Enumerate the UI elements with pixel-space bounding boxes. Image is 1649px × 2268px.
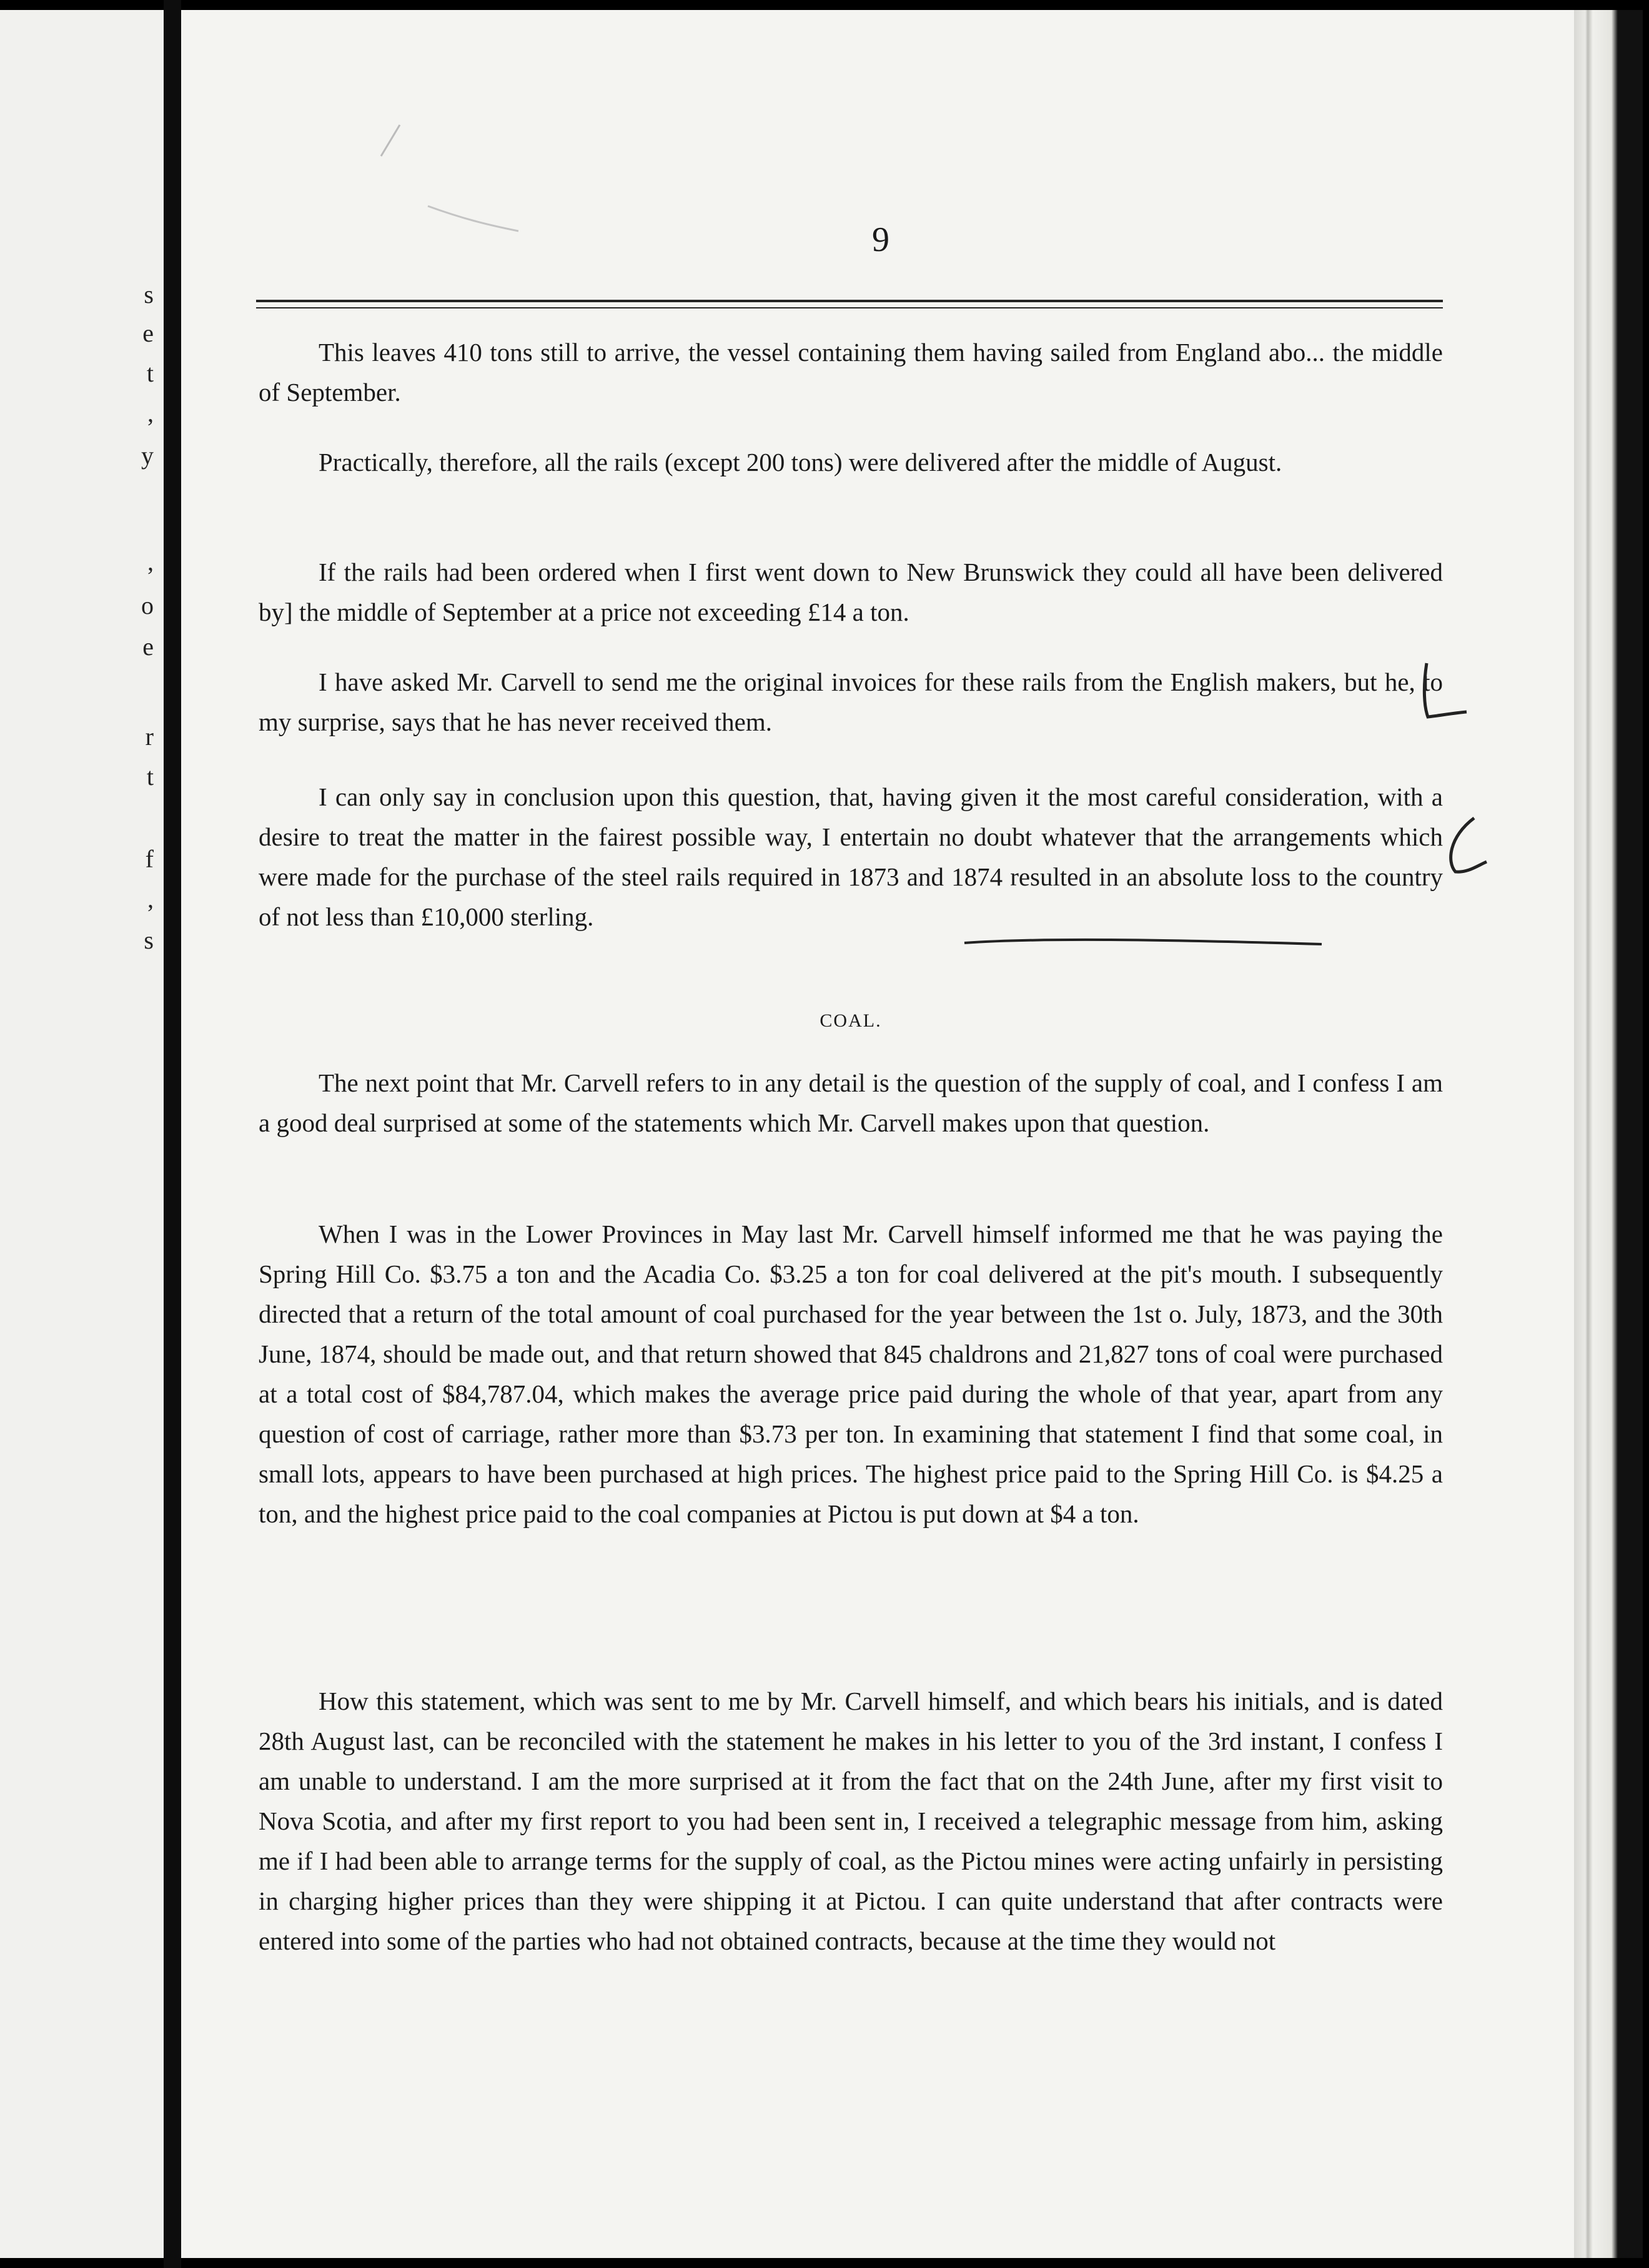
facing-page-fragment: r (145, 722, 154, 751)
book-gutter (164, 0, 181, 2268)
paragraph: Practically, therefore, all the rails (except 200 tons) were delivered after the middle of August. (319, 448, 1282, 476)
facing-page-fragment: s (144, 280, 154, 308)
paper-scratch (375, 119, 450, 162)
page-number: 9 (872, 220, 889, 259)
header-rule-thin (256, 307, 1443, 308)
paragraph: I can only say in conclusion upon this question, that, having given it the most careful consideration, with a desire to treat the matter in the fairest possible way, I entertain no doubt whatever that the arrangements which were made for the purchase of the steel rails required in 1873 and 1874 resulted in an absolute loss to the country of not less than £10,000 sterling. (259, 782, 1443, 931)
page-edge (1574, 10, 1643, 2258)
facing-page-fragment: , (147, 885, 154, 913)
facing-page-fragment: , (147, 548, 154, 576)
facing-page-fragment: t (146, 359, 154, 387)
facing-page-sliver (0, 10, 164, 2258)
paragraph: If the rails had been ordered when I first went down to New Brunswick they could all have been delivered by] the middle of September at a price not exceeding £14 a ton. (259, 558, 1443, 626)
facing-page-fragment: y (141, 441, 154, 470)
handwritten-underline (962, 934, 1324, 950)
facing-page-fragment: e (142, 319, 154, 347)
margin-check-mark (1417, 657, 1473, 726)
facing-page-fragment: s (144, 926, 154, 954)
facing-page-fragment: e (142, 633, 154, 661)
document-page (181, 10, 1574, 2258)
paragraph: I have asked Mr. Carvell to send me the original invoices for these rails from the English makers, but he, to my surprise, says that he has never received them. (259, 668, 1443, 736)
facing-page-fragment: , (147, 399, 154, 427)
facing-page-fragment: o (141, 591, 154, 619)
margin-check-mark (1437, 812, 1493, 880)
paragraph: The next point that Mr. Carvell refers to in any detail is the question of the supply of coal, and I confess I am a good deal surprised at some of the statements which Mr. Carvell makes upon that question. (259, 1068, 1443, 1137)
paper-scratch (425, 200, 525, 237)
paragraph: This leaves 410 tons still to arrive, the vessel containing them having sailed from England abo... the middle of September. (259, 338, 1443, 407)
paragraph: When I was in the Lower Provinces in May last Mr. Carvell himself informed me that he was paying the Spring Hill Co. $3.75 a ton and the Acadia Co. $3.25 a ton for coal delivered at the pit's mouth. I subsequently directed that a return of the total amount of coal purchased for the year between the 1st o. July, 1873, and the 30th June, 1874, should be made out, and that return showed that 845 chaldrons and 21,827 tons of coal were purchased at a total cost of $84,787.04, which makes the average price paid during the whole of that year, apart from any question of cost of carriage, rather more than $3.73 per ton. In examining that statement I find that some coal, in small lots, appears to have been purchased at high prices. The highest price paid to the Spring Hill Co. is $4.25 a ton, and the highest price paid to the coal companies at Pictou is put down at $4 a ton. (259, 1220, 1443, 1528)
facing-page-fragment: f (145, 845, 154, 873)
section-heading: COAL. (820, 1010, 882, 1031)
facing-page-fragment: t (146, 762, 154, 791)
header-rule (256, 300, 1443, 302)
paragraph: How this statement, which was sent to me by Mr. Carvell himself, and which bears his initials, and is dated 28th August last, can be reconciled with the statement he makes in his letter to you of the 3rd instant, I confess I am unable to understand. I am the more surprised at it from the fact that on the 24th June, after my first visit to Nova Scotia, and after my first report to you had been sent in, I received a telegraphic message from him, asking me if I had been able to arrange terms for the supply of coal, as the Pictou mines were acting unfairly in persisting in charging higher prices than they were shipping it at Pictou. I can quite understand that after contracts were entered into some of the parties who had not obtained contracts, because at the time they would not (259, 1687, 1443, 1955)
